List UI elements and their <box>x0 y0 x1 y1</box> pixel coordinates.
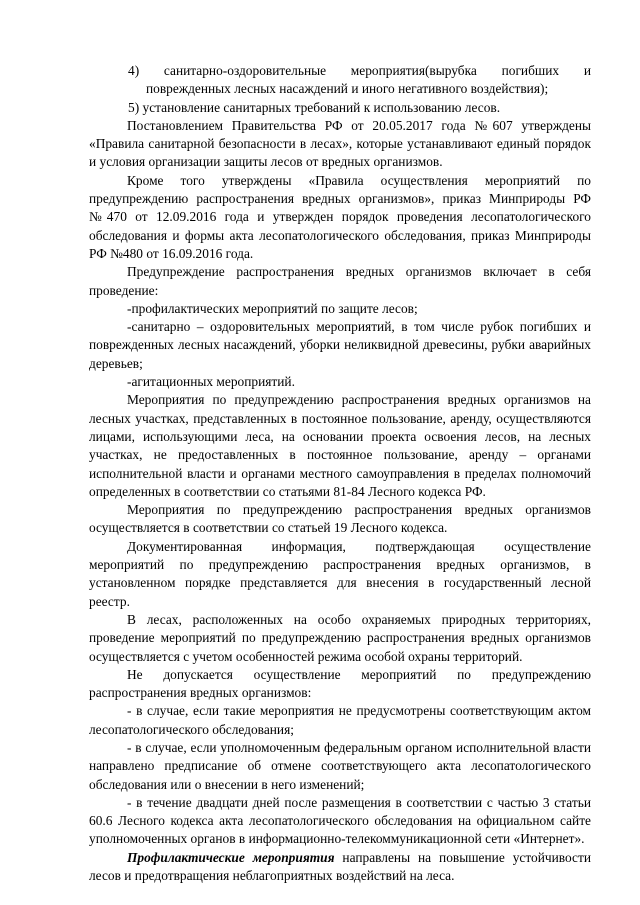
paragraph-order-470: Кроме того утверждены «Правила осуществления мероприятий по предупреждению распространения вредных организмов», приказ Минприроды РФ №470 от 12.09.2016 года и утвержден порядок проведения лесопатологического обследования и формы акта лесопатологического обследования, приказ Минприроды РФ №480 от 16.09.2016 года. <box>89 172 591 261</box>
list-item-5: 5) установление санитарных требований к использованию лесов. <box>128 99 501 115</box>
paragraph-case-1: - в случае, если такие мероприятия не предусмотрены соответствующим актом лесопатологического обследования; <box>89 703 591 737</box>
paragraph-case-3: - в течение двадцати дней после размещения в соответствии с частью 3 статьи 60.6 Лесного кодекса акта лесопатологического обследования на официальном сайте уполномоченных органов в информационно-телекоммуникационной сети «Интернет». <box>89 794 591 847</box>
paragraph-protected-areas: В лесах, расположенных на особо охраняемых природных территориях, проведение мероприятий по предупреждению распространения вредных организмов осуществляется с учетом особенностей режима особой охраны территорий. <box>89 611 591 664</box>
paragraph-resolution-607: Постановлением Правительства РФ от 20.05.2017 года №607 утверждены «Правила санитарной безопасности в лесах», которые устанавливают единый порядок и условия организации защиты лесов от вредных организмов. <box>89 117 591 170</box>
paragraph-prophylactic-definition <box>89 849 591 886</box>
emphasized-term: Профилактические мероприятия <box>127 849 335 865</box>
paragraph-sanitary: -санитарно – оздоровительных мероприятий, в том числе рубок погибших и поврежденных лесных насаждений, уборки неликвидной древесины, рубки аварийных деревьев; <box>89 319 591 371</box>
paragraph-documented-info: Документированная информация, подтверждающая осуществление мероприятий по предупреждению распространения вредных организмов, в установленном порядке представляется для внесения в государственный лесной реестр. <box>89 538 591 609</box>
paragraph-prophylactic: -профилактических мероприятий по защите лесов; <box>127 300 418 316</box>
definition-text: направлены на повышение устойчивости лесов и предотвращения неблагоприятных воздействий на леса. <box>89 849 591 884</box>
paragraph-case-2: - в случае, если уполномоченным федеральным органом исполнительной власти направлено предписание об отмене соответствующего акта лесопатологического обследования или о внесении в него изменений; <box>89 739 591 792</box>
paragraph-prevention-includes: Предупреждение распространения вредных организмов включает в себя проведение: <box>89 264 591 298</box>
paragraph-agitation: -агитационных мероприятий. <box>127 374 295 390</box>
paragraph-not-allowed: Не допускается осуществление мероприятий по предупреждению распространения вредных организмов: <box>89 666 591 701</box>
paragraph-article-19: Мероприятия по предупреждению распространения вредных организмов осуществляется в соответствии со статьей 19 Лесного кодекса. <box>89 502 591 536</box>
list-item-4: 4) санитарно-оздоровительные мероприятия(вырубка погибших и поврежденных лесных насаждений и иного негативного воздействия); <box>128 63 591 97</box>
document-body <box>89 62 591 885</box>
paragraph-measures-on-plots: Мероприятия по предупреждению распространения вредных организмов на лесных участках, представленных в постоянное пользование, аренду, осуществляются лицами, использующими леса, на основании проекта освоения лесов, на лесных участках, не предоставленных в постоянное пользование, аренду – органами исполнительной власти и органами местного самоуправления в пределах полномочий определенных в соответствии со статьями 81-84 Лесного кодекса РФ. <box>89 392 591 499</box>
